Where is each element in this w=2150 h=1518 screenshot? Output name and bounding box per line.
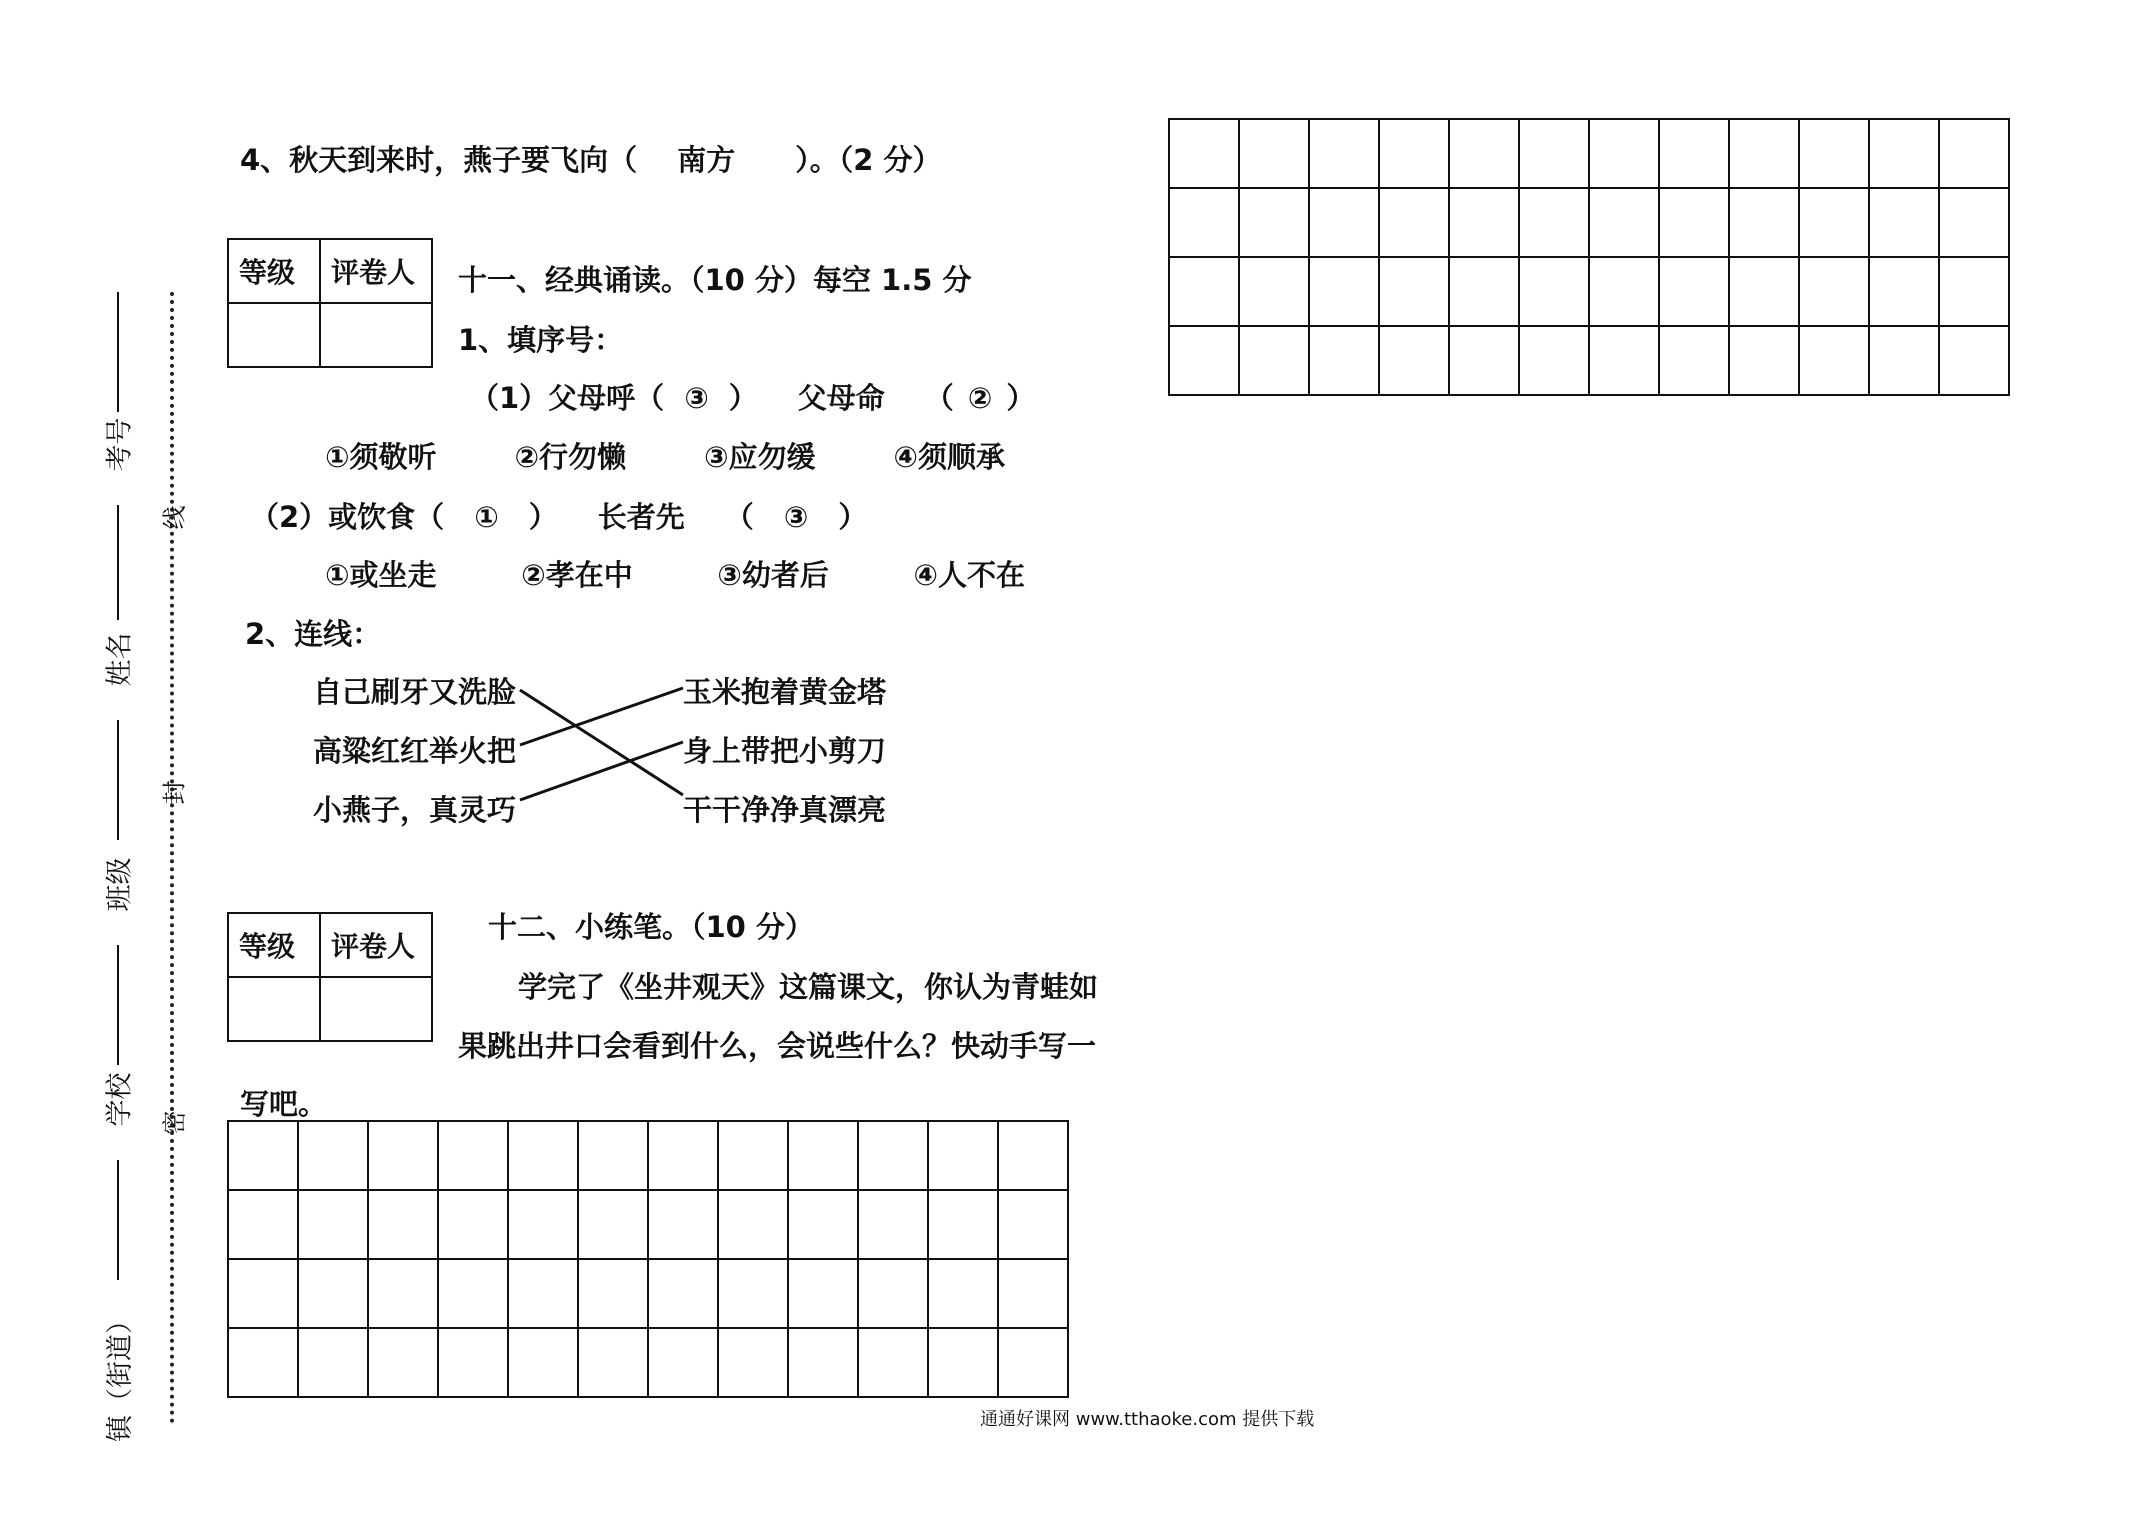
section-12-title: 十二、小练笔。（10 分） bbox=[488, 910, 814, 944]
grid-cell[interactable] bbox=[1310, 120, 1380, 189]
grid-cell[interactable] bbox=[1170, 258, 1240, 327]
grid-cell[interactable] bbox=[439, 1191, 509, 1260]
section-12-prompt-line-2: 果跳出井口会看到什么，会说些什么？快动手写一 bbox=[458, 1029, 1097, 1063]
fill-line-2-end: ） bbox=[838, 500, 868, 534]
match-right-item-2[interactable]: 身上带把小剪刀 bbox=[683, 734, 887, 768]
question-4-text: 4、秋天到来时，燕子要飞向（ bbox=[240, 143, 638, 177]
grid-cell[interactable] bbox=[1940, 189, 2010, 258]
score-box-2 bbox=[227, 912, 433, 1042]
grid-cell[interactable] bbox=[229, 1329, 299, 1398]
grid-cell[interactable] bbox=[229, 1260, 299, 1329]
grid-cell[interactable] bbox=[1590, 120, 1660, 189]
grid-cell[interactable] bbox=[1310, 327, 1380, 396]
fill-line-2-close: ） bbox=[528, 500, 558, 534]
grid-cell[interactable] bbox=[649, 1329, 719, 1398]
grid-cell[interactable] bbox=[1800, 189, 1870, 258]
section-11-title: 十一、经典诵读。（10 分）每空 1.5 分 bbox=[458, 263, 972, 297]
grid-cell[interactable] bbox=[929, 1122, 999, 1191]
grid-cell[interactable] bbox=[1520, 327, 1590, 396]
grid-cell[interactable] bbox=[1730, 258, 1800, 327]
grid-cell[interactable] bbox=[1870, 258, 1940, 327]
grid-cell[interactable] bbox=[999, 1260, 1069, 1329]
writing-grid-continued[interactable] bbox=[1168, 118, 2010, 396]
grid-cell[interactable] bbox=[509, 1191, 579, 1260]
grid-cell[interactable] bbox=[1450, 189, 1520, 258]
sidebar-field-class: 班级 bbox=[104, 857, 136, 912]
fill-line-1-close: ） bbox=[728, 381, 758, 415]
grid-cell[interactable] bbox=[1870, 120, 1940, 189]
score-box-grader-label: 评卷人 bbox=[320, 239, 432, 303]
option-item: ④须顺承 bbox=[893, 440, 1005, 474]
match-right-item-3[interactable]: 干干净净真漂亮 bbox=[683, 793, 887, 827]
grid-cell[interactable] bbox=[999, 1329, 1069, 1398]
grid-cell[interactable] bbox=[299, 1260, 369, 1329]
grid-cell[interactable] bbox=[1520, 258, 1590, 327]
grid-cell[interactable] bbox=[439, 1329, 509, 1398]
grid-cell[interactable] bbox=[1660, 120, 1730, 189]
grid-cell[interactable] bbox=[1590, 189, 1660, 258]
question-4-answer: 南方 bbox=[677, 143, 736, 177]
option-item: ③幼者后 bbox=[717, 558, 829, 592]
grid-cell[interactable] bbox=[229, 1191, 299, 1260]
score-box-grader-label: 评卷人 bbox=[320, 913, 432, 977]
section-11-sub2: 2、连线： bbox=[245, 617, 382, 651]
grid-cell[interactable] bbox=[439, 1260, 509, 1329]
grid-cell[interactable] bbox=[1380, 189, 1450, 258]
match-line-2 bbox=[520, 688, 683, 745]
fill-line-2-answer-2: ③ bbox=[783, 500, 809, 534]
grid-cell[interactable] bbox=[1660, 189, 1730, 258]
section-11-sub1: 1、填序号： bbox=[458, 323, 624, 357]
grid-cell[interactable] bbox=[789, 1329, 859, 1398]
grid-cell[interactable] bbox=[369, 1191, 439, 1260]
footer-watermark: 通通好课网 www.tthaoke.com 提供下载 bbox=[980, 1409, 1315, 1430]
score-box-grade-label: 等级 bbox=[228, 913, 320, 977]
section-12-prompt-line-1: 学完了《坐井观天》这篇课文，你认为青蛙如 bbox=[518, 970, 1099, 1004]
grid-cell[interactable] bbox=[1170, 327, 1240, 396]
grid-cell[interactable] bbox=[579, 1329, 649, 1398]
grid-cell[interactable] bbox=[579, 1122, 649, 1191]
grid-cell[interactable] bbox=[859, 1122, 929, 1191]
grid-cell[interactable] bbox=[789, 1191, 859, 1260]
grid-cell[interactable] bbox=[1730, 120, 1800, 189]
match-line-1 bbox=[520, 690, 683, 795]
grid-cell[interactable] bbox=[439, 1122, 509, 1191]
grid-cell[interactable] bbox=[1310, 258, 1380, 327]
grid-cell[interactable] bbox=[509, 1260, 579, 1329]
seal-mark-line: 线 bbox=[160, 505, 189, 530]
grid-cell[interactable] bbox=[1520, 189, 1590, 258]
grid-cell[interactable] bbox=[859, 1191, 929, 1260]
grid-cell[interactable] bbox=[649, 1191, 719, 1260]
grid-cell[interactable] bbox=[369, 1260, 439, 1329]
fill-line-2-middle: 长者先 bbox=[597, 500, 685, 534]
grid-cell[interactable] bbox=[1450, 327, 1520, 396]
grid-cell[interactable] bbox=[1590, 258, 1660, 327]
grid-cell[interactable] bbox=[1310, 189, 1380, 258]
match-left-item-1[interactable]: 自己刷牙又洗脸 bbox=[313, 675, 517, 709]
grid-cell[interactable] bbox=[859, 1329, 929, 1398]
grid-cell[interactable] bbox=[789, 1122, 859, 1191]
sidebar-field-name: 姓名 bbox=[104, 632, 136, 687]
grid-cell[interactable] bbox=[509, 1329, 579, 1398]
score-box-grader-cell[interactable] bbox=[320, 977, 432, 1041]
grid-cell[interactable] bbox=[1380, 327, 1450, 396]
grid-cell[interactable] bbox=[299, 1122, 369, 1191]
grid-cell[interactable] bbox=[719, 1260, 789, 1329]
grid-cell[interactable] bbox=[1660, 327, 1730, 396]
fill-line-2-prefix: （2）或饮食（ bbox=[250, 500, 445, 534]
score-box-grade-cell[interactable] bbox=[228, 977, 320, 1041]
grid-cell[interactable] bbox=[719, 1329, 789, 1398]
fill-line-1-answer-2: ② bbox=[967, 381, 993, 415]
grid-cell[interactable] bbox=[579, 1191, 649, 1260]
grid-cell[interactable] bbox=[369, 1122, 439, 1191]
grid-cell[interactable] bbox=[1450, 258, 1520, 327]
match-right-item-1[interactable]: 玉米抱着黄金塔 bbox=[683, 675, 887, 709]
grid-cell[interactable] bbox=[299, 1329, 369, 1398]
grid-cell[interactable] bbox=[719, 1122, 789, 1191]
fill-line-1-middle: 父母命 bbox=[797, 381, 885, 415]
grid-cell[interactable] bbox=[1940, 258, 2010, 327]
match-left-item-2[interactable]: 高粱红红举火把 bbox=[313, 734, 517, 768]
grid-cell[interactable] bbox=[999, 1122, 1069, 1191]
match-left-item-3[interactable]: 小燕子，真灵巧 bbox=[313, 793, 517, 827]
grid-cell[interactable] bbox=[1940, 120, 2010, 189]
question-4-tail: ）。（2 分） bbox=[795, 143, 942, 177]
grid-cell[interactable] bbox=[1870, 327, 1940, 396]
grid-cell[interactable] bbox=[299, 1191, 369, 1260]
grid-cell[interactable] bbox=[1800, 258, 1870, 327]
grid-cell[interactable] bbox=[859, 1260, 929, 1329]
grid-cell[interactable] bbox=[229, 1122, 299, 1191]
fill-line-1-open: （ bbox=[924, 381, 954, 415]
grid-cell[interactable] bbox=[999, 1191, 1069, 1260]
grid-cell[interactable] bbox=[1590, 327, 1660, 396]
seal-mark-secret: 密 bbox=[160, 1110, 189, 1135]
sidebar-field-school: 学校 bbox=[104, 1072, 136, 1127]
grid-cell[interactable] bbox=[1170, 189, 1240, 258]
grid-cell[interactable] bbox=[1660, 258, 1730, 327]
option-item: ③应勿缓 bbox=[703, 440, 816, 474]
grid-cell[interactable] bbox=[719, 1191, 789, 1260]
seal-mark-seal: 封 bbox=[160, 780, 189, 805]
option-item: ①或坐走 bbox=[325, 558, 437, 592]
grid-cell[interactable] bbox=[1800, 327, 1870, 396]
writing-grid[interactable] bbox=[227, 1120, 1069, 1398]
grid-cell[interactable] bbox=[509, 1122, 579, 1191]
fill-line-1-prefix: （1）父母呼（ bbox=[470, 381, 665, 415]
option-item: ②孝在中 bbox=[521, 558, 633, 592]
grid-cell[interactable] bbox=[1170, 120, 1240, 189]
grid-cell[interactable] bbox=[929, 1191, 999, 1260]
grid-cell[interactable] bbox=[1380, 258, 1450, 327]
fill-line-2-open: （ bbox=[724, 500, 754, 534]
fill-line-2-answer-1: ① bbox=[474, 500, 499, 534]
section-12-prompt-line-3: 写吧。 bbox=[240, 1087, 328, 1121]
grid-cell[interactable] bbox=[649, 1122, 719, 1191]
grid-cell[interactable] bbox=[929, 1260, 999, 1329]
grid-cell[interactable] bbox=[1450, 120, 1520, 189]
grid-cell[interactable] bbox=[1520, 120, 1590, 189]
sidebar-field-exam-number: 考号 bbox=[104, 417, 136, 472]
grid-cell[interactable] bbox=[1870, 189, 1940, 258]
grid-cell[interactable] bbox=[1240, 120, 1310, 189]
match-line-3 bbox=[520, 742, 683, 800]
option-item: ④人不在 bbox=[913, 558, 1025, 592]
score-box-grade-label: 等级 bbox=[228, 239, 320, 303]
grid-cell[interactable] bbox=[1730, 189, 1800, 258]
fill-line-1-answer-1: ③ bbox=[684, 381, 709, 415]
grid-cell[interactable] bbox=[929, 1329, 999, 1398]
grid-cell[interactable] bbox=[1940, 327, 2010, 396]
grid-cell[interactable] bbox=[369, 1329, 439, 1398]
option-item: ②行勿懒 bbox=[514, 440, 627, 474]
sidebar-field-town: 镇（街道） bbox=[105, 1307, 136, 1442]
grid-cell[interactable] bbox=[1240, 258, 1310, 327]
grid-cell[interactable] bbox=[1240, 189, 1310, 258]
grid-cell[interactable] bbox=[649, 1260, 719, 1329]
grid-cell[interactable] bbox=[1800, 120, 1870, 189]
grid-cell[interactable] bbox=[1380, 120, 1450, 189]
fill-line-1-end: ） bbox=[1006, 381, 1036, 415]
grid-cell[interactable] bbox=[1730, 327, 1800, 396]
grid-cell[interactable] bbox=[789, 1260, 859, 1329]
grid-cell[interactable] bbox=[579, 1260, 649, 1329]
grid-cell[interactable] bbox=[1240, 327, 1310, 396]
option-item: ①须敬听 bbox=[325, 440, 437, 474]
